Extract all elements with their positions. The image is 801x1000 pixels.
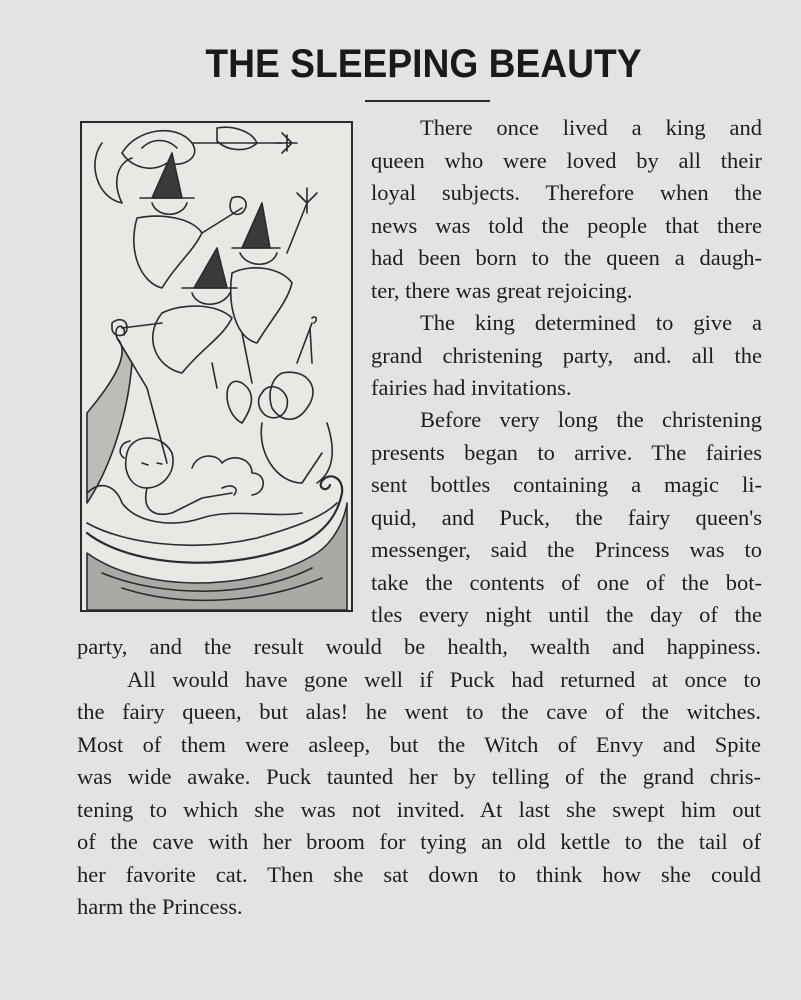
text-line: was wide awake. Puck taunted her by telling of the grand chris- bbox=[77, 764, 761, 789]
text-line: harm the Princess. bbox=[77, 894, 243, 919]
text-line: There once lived a king and bbox=[420, 115, 762, 140]
text-line: party, and the result would be health, wealth and happiness. bbox=[77, 634, 761, 659]
page-title: THE SLEEPING BEAUTY bbox=[205, 42, 642, 86]
text-line: Most of them were asleep, but the Witch of Envy and Spite bbox=[77, 732, 761, 757]
text-line: take the contents of one of the bot- bbox=[371, 570, 762, 595]
text-line: queen who were loved by all their bbox=[371, 148, 762, 173]
text-line: tening to which she was not invited. At last she swept him out bbox=[77, 797, 761, 822]
text-line: messenger, said the Princess was to bbox=[371, 537, 762, 562]
illustration-drawing bbox=[82, 123, 351, 610]
text-line: grand christening party, and. all the bbox=[371, 343, 762, 368]
text-line: The king determined to give a bbox=[420, 310, 762, 335]
fairies-and-sleeping-princess-illustration bbox=[80, 121, 353, 612]
text-line: had been born to the queen a daugh- bbox=[371, 245, 762, 270]
text-line: news was told the people that there bbox=[371, 213, 762, 238]
text-line: of the cave with her broom for tying an old kettle to the tail of bbox=[77, 829, 761, 854]
title-underline bbox=[365, 100, 490, 102]
text-line: loyal subjects. Therefore when the bbox=[371, 180, 762, 205]
text-line: tles every night until the day of the bbox=[371, 602, 762, 627]
text-line: quid, and Puck, the fairy queen's bbox=[371, 505, 762, 530]
text-line: her favorite cat. Then she sat down to think how she could bbox=[77, 862, 761, 887]
text-line: sent bottles containing a magic li- bbox=[371, 472, 762, 497]
text-line: All would have gone well if Puck had returned at once to bbox=[127, 667, 761, 692]
text-line: fairies had invitations. bbox=[371, 375, 572, 400]
text-line: ter, there was great rejoicing. bbox=[371, 278, 633, 303]
text-line: the fairy queen, but alas! he went to the cave of the witches. bbox=[77, 699, 761, 724]
text-line: Before very long the christening bbox=[420, 407, 762, 432]
text-line: presents began to arrive. The fairies bbox=[371, 440, 762, 465]
